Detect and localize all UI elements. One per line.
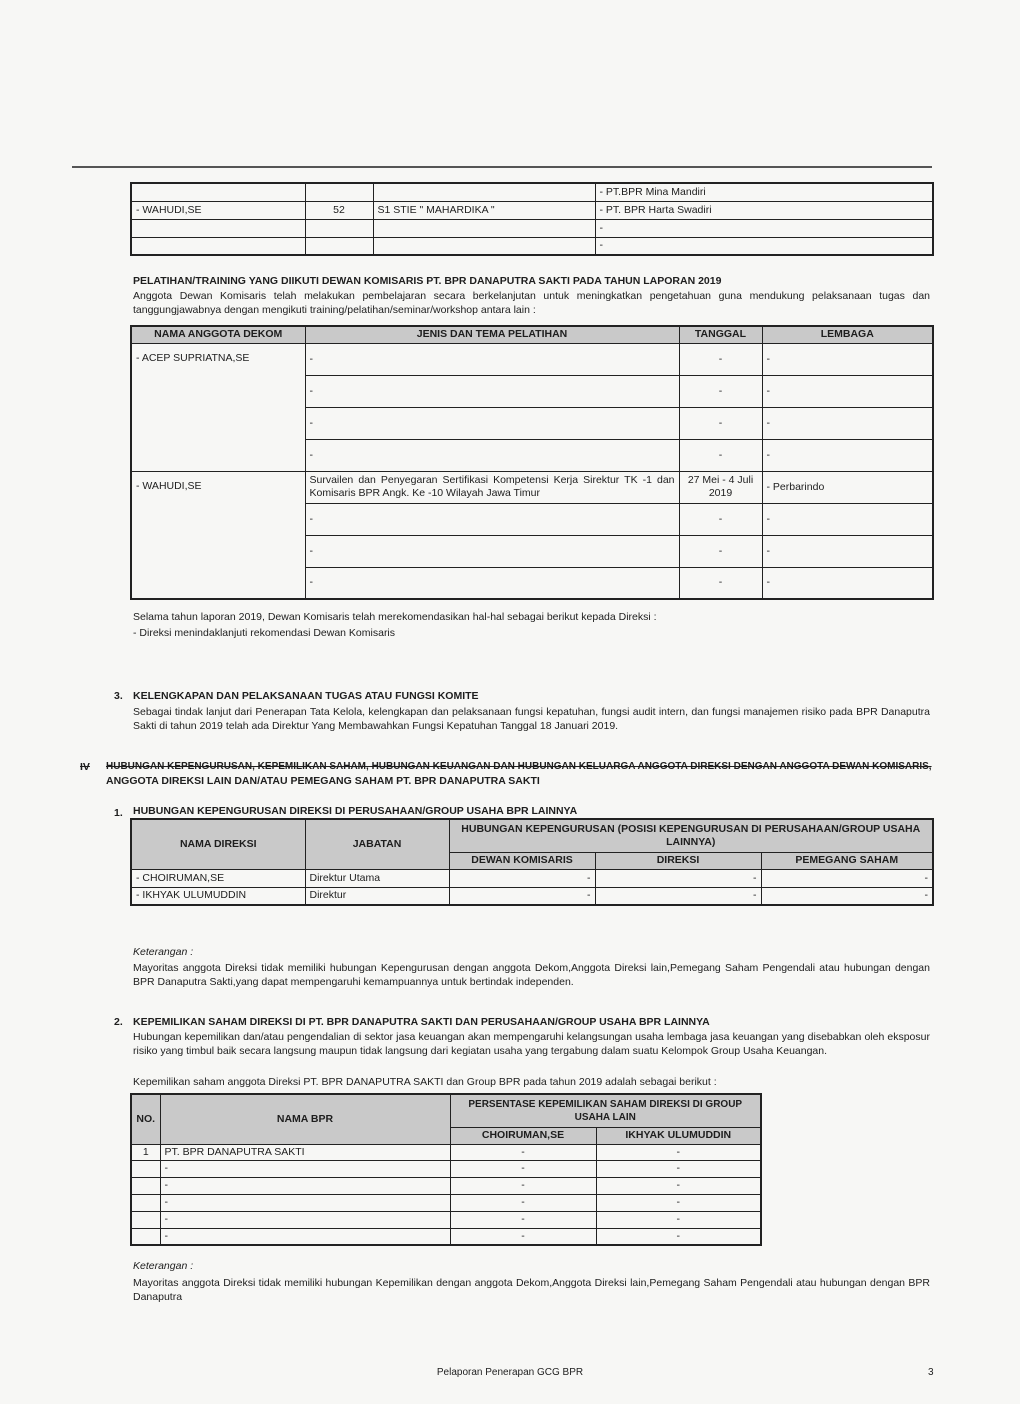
cell-lembaga: - Perbarindo — [762, 471, 933, 503]
section3-number: 3. — [114, 690, 123, 702]
cell-tema: Survailen dan Penyegaran Sertifikasi Kompetensi Kerja Sirektur TK -1 dan Komisaris BPR Angk. Ke -10 Wilayah Jawa Timur — [305, 471, 679, 503]
header-jabatan: JABATAN — [305, 819, 449, 869]
sub2-keterangan-label: Keterangan : — [133, 1260, 194, 1272]
sub2-intro: Kepemilikan saham anggota Direksi PT. BPR DANAPUTRA SAKTI dan Group BPR pada tahun 2019 adalah sebagai berikut : — [133, 1076, 717, 1088]
cell-dekom: - — [449, 887, 595, 905]
direksi-relation-table — [130, 818, 934, 906]
cell-education: S1 STIE " MAHARDIKA " — [373, 201, 595, 219]
cell-tema: - — [305, 343, 679, 375]
cell-name: - WAHUDI,SE — [131, 201, 305, 219]
table-header-row — [131, 819, 933, 852]
cell-tanggal: 27 Mei - 4 Juli 2019 — [679, 471, 762, 503]
table-row — [131, 869, 933, 887]
cell-education — [373, 219, 595, 237]
table-row — [131, 1177, 761, 1194]
table-row — [131, 183, 933, 201]
header-group-relation: HUBUNGAN KEPENGURUSAN (POSISI KEPENGURUSAN DI PERUSAHAAN/GROUP USAHA LAINNYA) — [449, 819, 933, 852]
cell-ikhyak: - — [596, 1144, 761, 1160]
cell-nama-bpr: - — [160, 1228, 450, 1245]
share-ownership-table — [130, 1093, 762, 1246]
header-rule — [72, 166, 932, 168]
cell-tanggal: - — [679, 407, 762, 439]
cell-lembaga: - — [762, 503, 933, 535]
cell-no — [131, 1177, 160, 1194]
section3-heading: KELENGKAPAN DAN PELAKSANAAN TUGAS ATAU FUNGSI KOMITE — [133, 690, 479, 702]
footer-title: Pelaporan Penerapan GCG BPR — [436, 1367, 584, 1378]
cell-tema: - — [305, 375, 679, 407]
cell-nama-bpr: - — [160, 1177, 450, 1194]
cell-direksi: - — [595, 869, 761, 887]
cell-name — [131, 183, 305, 201]
header-nama-bpr: NAMA BPR — [160, 1094, 450, 1144]
sub2-text: Hubungan kepemilikan dan/atau pengendalian di sektor jasa keuangan akan mempengaruhi kelangsungan usaha lembaga jasa keuangan yang disebabkan oleh eksposur risiko yang timbul baik secara langsung maupun tidak langsung dari kegiatan usaha yang tergabung dalam suatu Kelompok Group Usaha Keuangan. — [133, 1031, 930, 1057]
sub2-heading: KEPEMILIKAN SAHAM DIREKSI DI PT. BPR DANAPUTRA SAKTI DAN PERUSAHAAN/GROUP USAHA BPR LAINNYA — [133, 1016, 710, 1028]
header-direksi: DIREKSI — [595, 852, 761, 869]
header-dewan-komisaris: DEWAN KOMISARIS — [449, 852, 595, 869]
cell-pemegang: - — [761, 887, 933, 905]
sub1-keterangan-text: Mayoritas anggota Direksi tidak memiliki hubungan Kepengurusan dengan anggota Dekom,Anggota Direksi lain,Pemegang Saham Pengendali atau hubungan dengan BPR Danaputra Sakti,yang dapat mempengaruhi kemampuannya untuk bertindak independen. — [133, 962, 930, 988]
cell-lembaga: - — [762, 375, 933, 407]
cell-ikhyak: - — [596, 1211, 761, 1228]
cell-tema: - — [305, 439, 679, 471]
table-header-row — [131, 326, 933, 343]
section4-heading-line1: HUBUNGAN KEPENGURUSAN, KEPEMILIKAN SAHAM, HUBUNGAN KEUANGAN DAN HUBUNGAN KELUARGA ANGGOTA DIREKSI DENGAN ANGGOTA DEWAN KOMISARIS, — [106, 761, 932, 772]
cell-bpr: - — [595, 237, 933, 255]
cell-choiruman: - — [450, 1177, 596, 1194]
cell-tanggal: - — [679, 343, 762, 375]
training-heading: PELATIHAN/TRAINING YANG DIIKUTI DEWAN KOMISARIS PT. BPR DANAPUTRA SAKTI PADA TAHUN LAPORAN 2019 — [133, 275, 722, 287]
cell-choiruman: - — [450, 1144, 596, 1160]
cell-age — [305, 237, 373, 255]
table-row — [131, 887, 933, 905]
section4-heading-line2: ANGGOTA DIREKSI LAIN DAN/ATAU PEMEGANG SAHAM PT. BPR DANAPUTRA SAKTI — [106, 775, 540, 787]
table-row — [131, 237, 933, 255]
table-row — [131, 471, 933, 503]
table-header-row — [131, 1094, 761, 1127]
cell-nama-bpr: PT. BPR DANAPUTRA SAKTI — [160, 1144, 450, 1160]
training-intro: Anggota Dewan Komisaris telah melakukan pembelajaran secara berkelanjutan untuk meningkatkan pengetahuan guna mendukung pelaksanaan tugas dan tanggungjawabnya dengan mengikuti training/pelatihan/seminar/workshop antara lain : — [133, 290, 930, 316]
header-ikhyak: IKHYAK ULUMUDDIN — [596, 1127, 761, 1144]
director-education-table — [130, 182, 934, 256]
cell-bpr: - — [595, 219, 933, 237]
cell-age — [305, 183, 373, 201]
header-nama-direksi: NAMA DIREKSI — [131, 819, 305, 869]
header-lembaga: LEMBAGA — [762, 326, 933, 343]
page-number: 3 — [928, 1367, 934, 1378]
cell-member-name: - WAHUDI,SE — [131, 471, 305, 599]
cell-no — [131, 1194, 160, 1211]
cell-education — [373, 183, 595, 201]
sub2-number: 2. — [114, 1016, 123, 1028]
cell-lembaga: - — [762, 535, 933, 567]
recommendation-item: - Direksi menindaklanjuti rekomendasi Dewan Komisaris — [133, 627, 396, 639]
cell-tema: - — [305, 407, 679, 439]
table-row — [131, 1144, 761, 1160]
cell-age: 52 — [305, 201, 373, 219]
table-row — [131, 219, 933, 237]
cell-lembaga: - — [762, 439, 933, 471]
table-row — [131, 343, 933, 375]
cell-nama-bpr: - — [160, 1160, 450, 1177]
table-row — [131, 1194, 761, 1211]
table-row — [131, 1228, 761, 1245]
cell-lembaga: - — [762, 407, 933, 439]
cell-ikhyak: - — [596, 1160, 761, 1177]
cell-choiruman: - — [450, 1211, 596, 1228]
cell-name — [131, 219, 305, 237]
cell-no — [131, 1160, 160, 1177]
cell-direksi: - — [595, 887, 761, 905]
header-choiruman: CHOIRUMAN,SE — [450, 1127, 596, 1144]
section3-text: Sebagai tindak lanjut dari Penerapan Tata Kelola, kelengkapan dan pelaksanaan fungsi kepatuhan, fungsi audit intern, dan fungsi manajemen risiko pada BPR Danaputra Sakti di tahun 2019 telah ada Direktur Yang Membawahkan Fungsi Kepatuhan Tanggal 18 Januari 2019. — [133, 706, 930, 732]
table-row — [131, 201, 933, 219]
cell-nama: - IKHYAK ULUMUDDIN — [131, 887, 305, 905]
cell-choiruman: - — [450, 1194, 596, 1211]
cell-tanggal: - — [679, 535, 762, 567]
cell-member-name: - ACEP SUPRIATNA,SE — [131, 343, 305, 471]
sub1-keterangan-label: Keterangan : — [133, 946, 194, 958]
cell-tanggal: - — [679, 375, 762, 407]
header-jenis-tema: JENIS DAN TEMA PELATIHAN — [305, 326, 679, 343]
cell-ikhyak: - — [596, 1177, 761, 1194]
cell-jabatan: Direktur Utama — [305, 869, 449, 887]
cell-age — [305, 219, 373, 237]
sub1-number: 1. — [114, 807, 123, 819]
cell-bpr: - PT.BPR Mina Mandiri — [595, 183, 933, 201]
cell-no — [131, 1228, 160, 1245]
section4-number: IV — [80, 761, 90, 773]
sub2-keterangan-text: Mayoritas anggota Direksi tidak memiliki hubungan Kepemilikan dengan anggota Dekom,Anggota Direksi lain,Pemegang Saham Pengendali atau hubungan dengan BPR Danaputra — [133, 1277, 930, 1303]
cell-tanggal: - — [679, 503, 762, 535]
cell-lembaga: - — [762, 343, 933, 375]
training-table — [130, 325, 934, 600]
cell-education — [373, 237, 595, 255]
cell-bpr: - PT. BPR Harta Swadiri — [595, 201, 933, 219]
cell-nama-bpr: - — [160, 1194, 450, 1211]
header-pemegang-saham: PEMEGANG SAHAM — [761, 852, 933, 869]
cell-nama-bpr: - — [160, 1211, 450, 1228]
recommendation-intro: Selama tahun laporan 2019, Dewan Komisaris telah merekomendasikan hal-hal sebagai berikut kepada Direksi : — [133, 611, 657, 623]
sub1-heading: HUBUNGAN KEPENGURUSAN DIREKSI DI PERUSAHAAN/GROUP USAHA BPR LAINNYA — [133, 805, 578, 817]
cell-jabatan: Direktur — [305, 887, 449, 905]
cell-tanggal: - — [679, 439, 762, 471]
cell-tema: - — [305, 535, 679, 567]
cell-no: 1 — [131, 1144, 160, 1160]
header-persentase: PERSENTASE KEPEMILIKAN SAHAM DIREKSI DI GROUP USAHA LAIN — [450, 1094, 761, 1127]
cell-nama: - CHOIRUMAN,SE — [131, 869, 305, 887]
cell-name — [131, 237, 305, 255]
header-nama-dekom: NAMA ANGGOTA DEKOM — [131, 326, 305, 343]
header-tanggal: TANGGAL — [679, 326, 762, 343]
cell-ikhyak: - — [596, 1194, 761, 1211]
cell-ikhyak: - — [596, 1228, 761, 1245]
cell-tema: - — [305, 567, 679, 599]
cell-lembaga: - — [762, 567, 933, 599]
cell-no — [131, 1211, 160, 1228]
table-row — [131, 1211, 761, 1228]
cell-dekom: - — [449, 869, 595, 887]
cell-choiruman: - — [450, 1160, 596, 1177]
table-row — [131, 1160, 761, 1177]
cell-tema: - — [305, 503, 679, 535]
cell-pemegang: - — [761, 869, 933, 887]
cell-tanggal: - — [679, 567, 762, 599]
header-no: NO. — [131, 1094, 160, 1144]
cell-choiruman: - — [450, 1228, 596, 1245]
